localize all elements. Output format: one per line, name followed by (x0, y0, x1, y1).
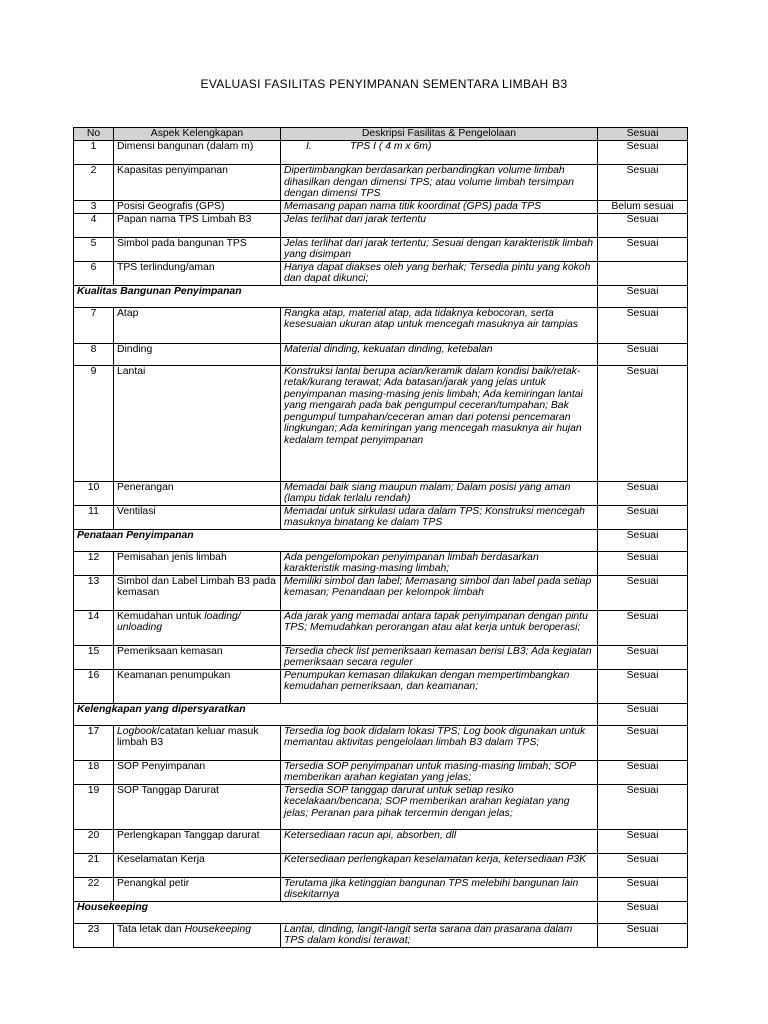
row-no: 18 (74, 760, 114, 784)
table-row (74, 201, 688, 214)
table-row (74, 365, 688, 481)
row-sesuai (598, 261, 688, 285)
row-aspek (114, 725, 281, 760)
table-row (74, 877, 688, 901)
row-deskripsi: Memiliki simbol dan label; Memasang simbol dan label pada setiap kemasan; Penandaan per kelompok limbah (281, 575, 598, 610)
document-title: EVALUASI FASILITAS PENYIMPANAN SEMENTARA LIMBAH B3 (200, 77, 568, 91)
section-row (74, 703, 688, 725)
row-aspek-italic: Logbook (117, 725, 157, 737)
row-sesuai: Sesuai (598, 877, 688, 901)
row-deskripsi: Terutama jika ketinggian bangunan TPS melebihi bangunan lain disekitarnya (281, 877, 598, 901)
row-sesuai: Sesuai (598, 505, 688, 529)
row-no: 16 (74, 669, 114, 703)
row-aspek: Perlengkapan Tanggap darurat (114, 829, 281, 853)
row-sesuai: Sesuai (598, 285, 688, 307)
row-deskripsi: Tersedia log book didalam lokasi TPS; Log book digunakan untuk memantau aktivitas pengelolaan limbah B3 dalam TPS; (281, 725, 598, 760)
row-sesuai: Sesuai (598, 365, 688, 481)
row-deskripsi-text: TPS I ( 4 m x 6m) (350, 141, 432, 152)
row-deskripsi: Jelas terlihat dari jarak tertentu; Sesuai dengan karakteristik limbah yang disimpan (281, 237, 598, 261)
table-row (74, 551, 688, 575)
table-row (74, 261, 688, 285)
row-no: 4 (74, 213, 114, 237)
row-aspek: Pemeriksaan kemasan (114, 645, 281, 669)
row-deskripsi: Dipertimbangkan berdasarkan perbandingkan volume limbah dihasilkan dengan dimensi TPS; atau volume limbah tersimpan dengan dimensi TPS (281, 165, 598, 201)
table-row (74, 923, 688, 947)
row-no: 12 (74, 551, 114, 575)
row-deskripsi: Ada jarak yang memadai antara tapak penyimpanan dengan pintu TPS; Memudahkan perorangan atau alat kerja untuk beroperasi; (281, 610, 598, 645)
header-no: No (74, 128, 114, 141)
row-deskripsi: Ketersediaan racun api, absorben, dll (281, 829, 598, 853)
row-sesuai: Sesuai (598, 725, 688, 760)
section-label: Kualitas Bangunan Penyimpanan (74, 285, 598, 307)
header-deskripsi: Deskripsi Fasilitas & Pengelolaan (281, 128, 598, 141)
row-aspek: SOP Tanggap Darurat (114, 784, 281, 829)
row-aspek-text: Kemudahan untuk (117, 610, 202, 622)
section-label: Housekeeping (74, 901, 598, 923)
table-row (74, 645, 688, 669)
row-deskripsi: Tersedia SOP penyimpanan untuk masing-masing limbah; SOP memberikan arahan kegiatan yang jelas; (281, 760, 598, 784)
table-row (74, 237, 688, 261)
row-aspek: Papan nama TPS Limbah B3 (114, 213, 281, 237)
row-no: 19 (74, 784, 114, 829)
table-row (74, 213, 688, 237)
row-aspek-italic: loading/ unloading (117, 610, 241, 633)
table-row (74, 481, 688, 505)
row-aspek (114, 923, 281, 947)
row-deskripsi: Lantai, dinding, langit-langit serta sarana dan prasarana dalam TPS dalam kondisi terawat; (281, 923, 598, 947)
row-aspek: Simbol dan Label Limbah B3 pada kemasan (114, 575, 281, 610)
header-aspek: Aspek Kelengkapan (114, 128, 281, 141)
row-sesuai: Sesuai (598, 213, 688, 237)
row-no: 13 (74, 575, 114, 610)
table-row (74, 853, 688, 877)
row-aspek: Penerangan (114, 481, 281, 505)
row-no: 17 (74, 725, 114, 760)
section-label: Kelengkapan yang dipersyaratkan (74, 703, 598, 725)
row-aspek: Penangkal petir (114, 877, 281, 901)
row-sesuai: Sesuai (598, 343, 688, 365)
section-label: Penataan Penyimpanan (74, 529, 598, 551)
row-sesuai: Sesuai (598, 923, 688, 947)
row-sesuai: Sesuai (598, 645, 688, 669)
row-sesuai: Sesuai (598, 165, 688, 201)
row-aspek: Keselamatan Kerja (114, 853, 281, 877)
row-no: 22 (74, 877, 114, 901)
row-deskripsi: Konstruksi lantai berupa acian/keramik dalam kondisi baik/retak-retak/kurang terawat; Ada batasan/jarak yang jelas untuk penyimpanan masing-masing jenis limbah; Ada kemiringan lantai yang mengarah pada bak pengumpul ceceran/tumpahan; Bak pengumpul tumpahan/ceceran aman dari potensi pencemaran lingkungan; Ada kemiringan yang mencegah masuknya air hujan kedalam tempat penyimpanan (281, 365, 598, 481)
row-no: 7 (74, 307, 114, 343)
row-no: 14 (74, 610, 114, 645)
table-row (74, 307, 688, 343)
row-aspek: Kapasitas penyimpanan (114, 165, 281, 201)
table-header-row (74, 128, 688, 141)
row-deskripsi (281, 141, 598, 165)
table-row (74, 829, 688, 853)
row-aspek-italic: Housekeeping (184, 923, 252, 935)
row-no: 21 (74, 853, 114, 877)
row-sesuai: Sesuai (598, 237, 688, 261)
row-sesuai: Sesuai (598, 529, 688, 551)
row-sesuai: Sesuai (598, 829, 688, 853)
row-sesuai: Sesuai (598, 703, 688, 725)
row-sesuai: Sesuai (598, 669, 688, 703)
row-sesuai: Sesuai (598, 551, 688, 575)
row-aspek: Ventilasi (114, 505, 281, 529)
row-deskripsi: Material dinding, kekuatan dinding, ketebalan (281, 343, 598, 365)
row-aspek: Lantai (114, 365, 281, 481)
table-row (74, 784, 688, 829)
row-sesuai: Sesuai (598, 784, 688, 829)
row-aspek: Atap (114, 307, 281, 343)
row-no: 2 (74, 165, 114, 201)
row-deskripsi: Memasang papan nama titik koordinat (GPS) pada TPS (281, 201, 598, 214)
row-no: 3 (74, 201, 114, 214)
table-row (74, 141, 688, 165)
row-aspek: Dinding (114, 343, 281, 365)
row-sesuai: Sesuai (598, 853, 688, 877)
row-deskripsi: Memadai baik siang maupun malam; Dalam posisi yang aman (lampu tidak terlalu rendah) (281, 481, 598, 505)
row-no: 8 (74, 343, 114, 365)
row-aspek: TPS terlindung/aman (114, 261, 281, 285)
table-row (74, 165, 688, 201)
row-deskripsi: Memadai untuk sirkulasi udara dalam TPS; Konstruksi mencegah masuknya binatang ke dalam TPS (281, 505, 598, 529)
row-no: 11 (74, 505, 114, 529)
row-sesuai: Sesuai (598, 610, 688, 645)
evaluation-table (73, 127, 688, 948)
row-aspek: SOP Penyimpanan (114, 760, 281, 784)
row-deskripsi: Ketersediaan perlengkapan keselamatan kerja, ketersediaan P3K (281, 853, 598, 877)
row-aspek: Simbol pada bangunan TPS (114, 237, 281, 261)
row-aspek: Dimensi bangunan (dalam m) (114, 141, 281, 165)
table-row (74, 505, 688, 529)
table-row (74, 610, 688, 645)
row-aspek (114, 610, 281, 645)
row-no: 5 (74, 237, 114, 261)
row-aspek-text: /catatan keluar masuk limbah B3 (117, 725, 259, 748)
row-deskripsi: Penumpukan kemasan dilakukan dengan mempertimbangkan kemudahan pemeriksaan, dan keamanan; (281, 669, 598, 703)
section-row (74, 529, 688, 551)
table-row (74, 343, 688, 365)
row-no: 20 (74, 829, 114, 853)
row-deskripsi: Tersedia check list pemeriksaan kemasan berisi LB3; Ada kegiatan pemeriksaan secara reguler (281, 645, 598, 669)
table-row (74, 760, 688, 784)
row-aspek: Pemisahan jenis limbah (114, 551, 281, 575)
row-no: 23 (74, 923, 114, 947)
header-sesuai: Sesuai (598, 128, 688, 141)
table-row (74, 725, 688, 760)
row-no: 6 (74, 261, 114, 285)
row-aspek-text: Tata letak dan (117, 923, 182, 935)
row-sesuai: Sesuai (598, 760, 688, 784)
row-no: 9 (74, 365, 114, 481)
row-aspek: Posisi Geografis (GPS) (114, 201, 281, 214)
row-deskripsi-prefix: I. (306, 141, 312, 152)
row-deskripsi: Jelas terlihat dari jarak tertentu (281, 213, 598, 237)
row-aspek: Keamanan penumpukan (114, 669, 281, 703)
section-row (74, 285, 688, 307)
row-deskripsi: Rangka atap, material atap, ada tidaknya kebocoran, serta kesesuaian ukuran atap untuk mencegah masuknya air tampias (281, 307, 598, 343)
table-row (74, 575, 688, 610)
row-no: 10 (74, 481, 114, 505)
row-sesuai: Sesuai (598, 141, 688, 165)
row-deskripsi: Tersedia SOP tanggap darurat untuk setiap resiko kecelakaan/bencana; SOP memberikan arahan kegiatan yang jelas; Peranan para pihak tercermin dengan jelas; (281, 784, 598, 829)
row-sesuai: Sesuai (598, 481, 688, 505)
row-no: 1 (74, 141, 114, 165)
row-deskripsi: Hanya dapat diakses oleh yang berhak; Tersedia pintu yang kokoh dan dapat dikunci; (281, 261, 598, 285)
row-sesuai: Sesuai (598, 575, 688, 610)
section-row (74, 901, 688, 923)
table-row (74, 669, 688, 703)
row-sesuai: Sesuai (598, 901, 688, 923)
row-sesuai: Sesuai (598, 307, 688, 343)
row-deskripsi: Ada pengelompokan penyimpanan limbah berdasarkan karakteristik masing-masing limbah; (281, 551, 598, 575)
row-sesuai: Belum sesuai (598, 201, 688, 214)
row-no: 15 (74, 645, 114, 669)
